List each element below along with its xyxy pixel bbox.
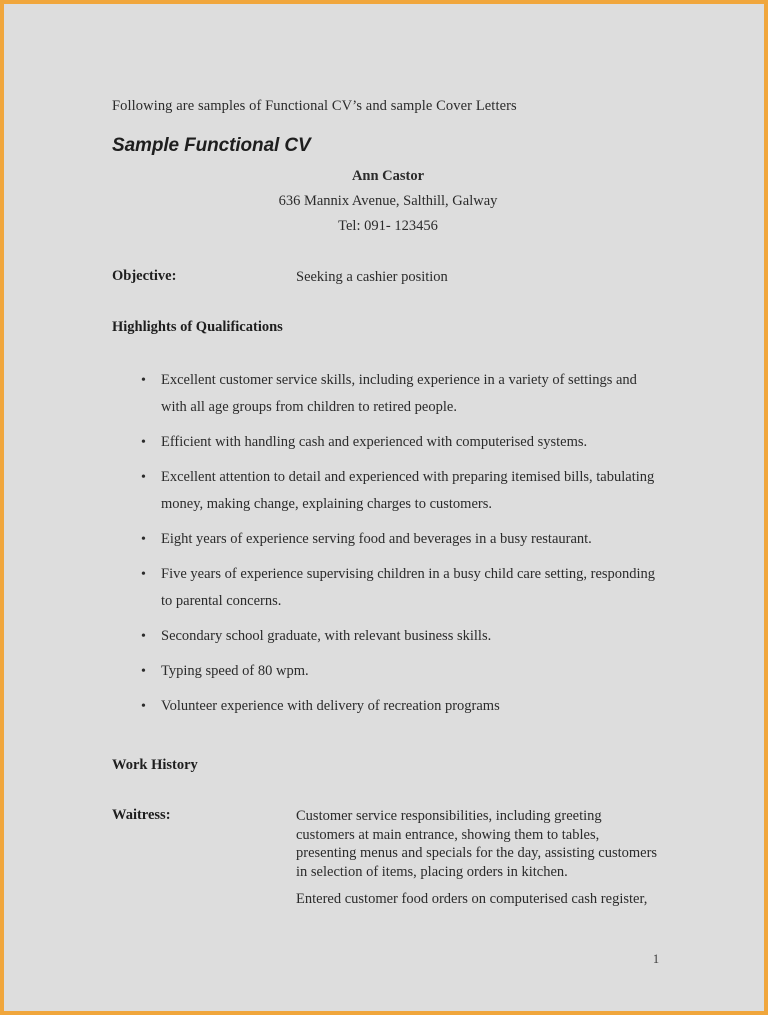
list-item: • Typing speed of 80 wpm. [112,658,664,685]
candidate-address: 636 Mannix Avenue, Salthill, Galway [278,193,498,209]
objective-label: Objective: [112,268,177,284]
list-item: • Volunteer experience with delivery of recreation programs [112,693,664,720]
highlights-heading: Highlights of Qualifications [112,319,283,335]
document-page [4,4,764,1011]
job-description [296,807,658,909]
page-number: 1 [652,952,660,966]
page-title: Sample Functional CV [112,135,311,156]
job-description-paragraph: Customer service responsibilities, including greeting customers at main entrance, showing them to tables, presenting menus and specials for the day, assisting customers in selection of items, placing orders in kitchen. [296,808,658,880]
list-item: • Secondary school graduate, with relevant business skills. [112,623,664,650]
intro-line: Following are samples of Functional CV’s and sample Cover Letters [112,98,517,114]
job-description-paragraph: Entered customer food orders on computerised cash register, [296,891,648,907]
objective-value: Seeking a cashier position [296,269,448,285]
list-item: • Excellent attention to detail and experienced with preparing itemised bills, tabulating money, making change, explaining charges to customers. [112,464,664,518]
list-item: • Excellent customer service skills, including experience in a variety of settings and with all age groups from children to retired people. [112,367,664,421]
work-history-heading: Work History [112,757,198,773]
list-item: • Efficient with handling cash and experienced with computerised systems. [112,429,664,456]
list-item: • Eight years of experience serving food and beverages in a busy restaurant. [112,526,664,553]
cv-document [4,4,764,1011]
contact-block [112,164,664,239]
candidate-name: Ann Castor [351,168,425,184]
list-item: • Five years of experience supervising children in a busy child care setting, responding to parental concerns. [112,561,664,615]
job-title-label: Waitress: [112,807,171,823]
candidate-telephone: Tel: 091- 123456 [338,218,438,234]
qualifications-list [112,367,664,728]
